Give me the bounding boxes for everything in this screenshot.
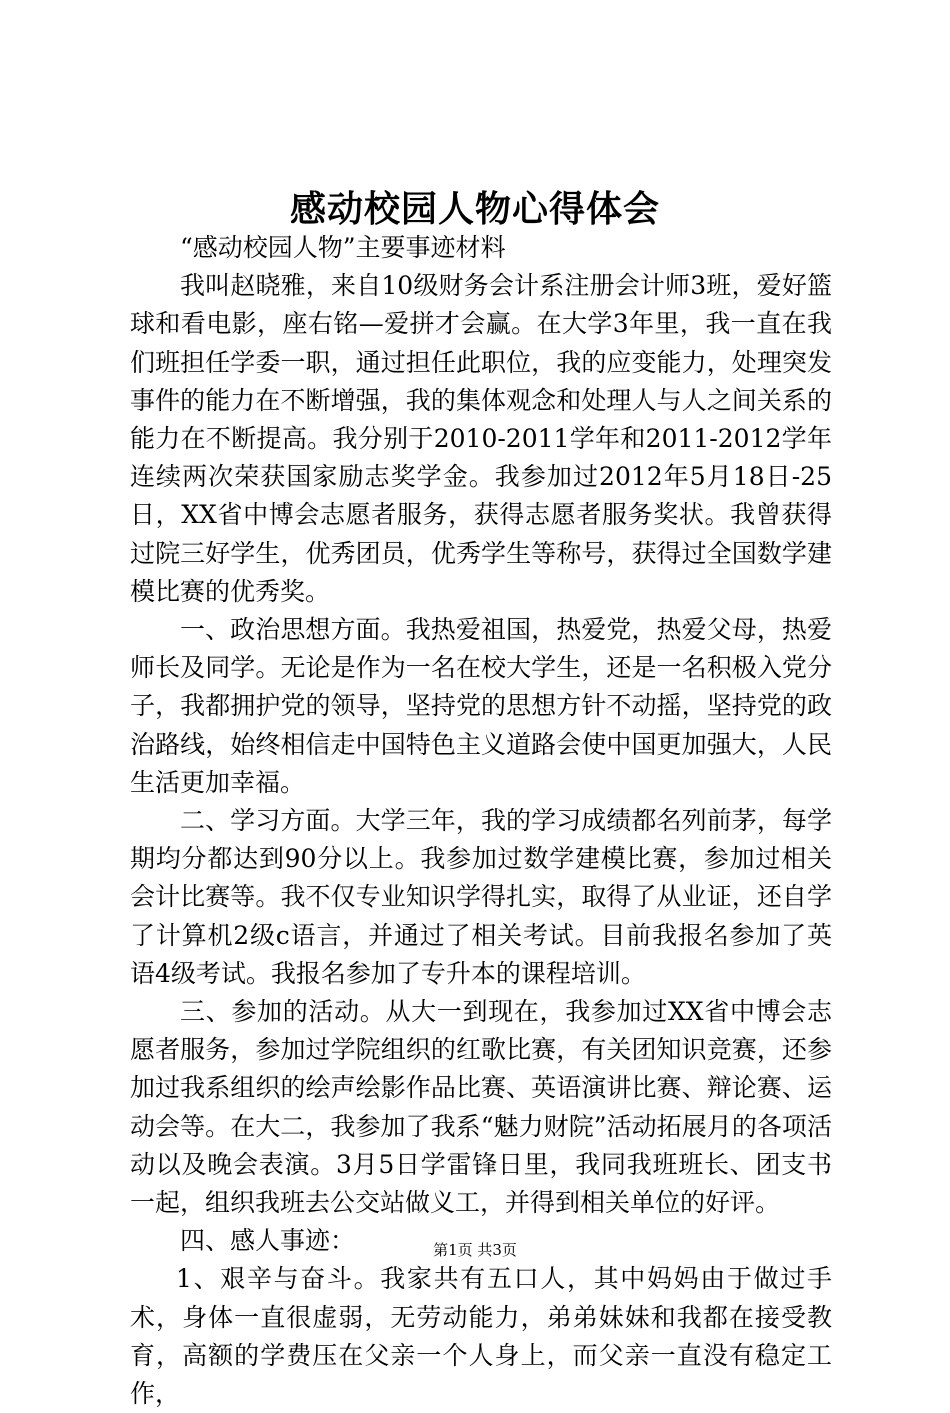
page-title: 感动校园人物心得体会	[289, 188, 660, 230]
document-body	[130, 229, 832, 1413]
paragraph-activities: 三、参加的活动。从大一到现在，我参加过XX省中博会志愿者服务，参加过学院组织的红歌比赛，有关团知识竞赛，还参加过我系组织的绘声绘影作品比赛、英语演讲比赛、辩论赛、运动会等。在大二，我参加了我系“魅力财院”活动拓展月的各项活动以及晚会表演。3月5日学雷锋日里，我同我班班长、团支书一起，组织我班去公交站做义工，并得到相关单位的好评。	[130, 997, 832, 1218]
page-footer: 第1页 共3页	[433, 1241, 517, 1259]
paragraph-hardship: 1、艰辛与奋斗。我家共有五口人，其中妈妈由于做过手术，身体一直很虚弱，无劳动能力，弟弟妹妹和我都在接受教育，高额的学费压在父亲一个人身上，而父亲一直没有稳定工作，	[130, 1264, 832, 1409]
paragraph-introduction: 我叫赵晓雅，来自10级财务会计系注册会计师3班，爱好篮球和看电影，座右铭—爱拼才会赢。在大学3年里，我一直在我们班担任学委一职，通过担任此职位，我的应变能力，处理突发事件的能力在不断增强，我的集体观念和处理人与人之间关系的能力在不断提高。我分别于2010-2011学年和2011-2012学年连续两次荣获国家励志奖学金。我参加过2012年5月18日-25日，XX省中博会志愿者服务，获得志愿者服务奖状。我曾获得过院三好学生，优秀团员，优秀学生等称号，获得过全国数学建模比赛的优秀奖。	[130, 271, 832, 606]
paragraph-subtitle: “感动校园人物”主要事迹材料	[180, 233, 506, 262]
paragraph-political-thought: 一、政治思想方面。我热爱祖国，热爱党，热爱父母，热爱师长及同学。无论是作为一名在校大学生，还是一名积极入党分子，我都拥护党的领导，坚持党的思想方针不动摇，坚持党的政治路线，始终相信走中国特色主义道路会使中国更加强大，人民生活更加幸福。	[130, 615, 832, 797]
paragraph-touching-deeds-heading: 四、感人事迹：	[180, 1226, 356, 1256]
paragraph-study: 二、学习方面。大学三年，我的学习成绩都名列前茅，每学期均分都达到90分以上。我参加过数学建模比赛，参加过相关会计比赛等。我不仅专业知识学得扎实，取得了从业证，还自学了计算机2级c语言，并通过了相关考试。目前我报名参加了英语4级考试。我报名参加了专升本的课程培训。	[130, 806, 832, 988]
